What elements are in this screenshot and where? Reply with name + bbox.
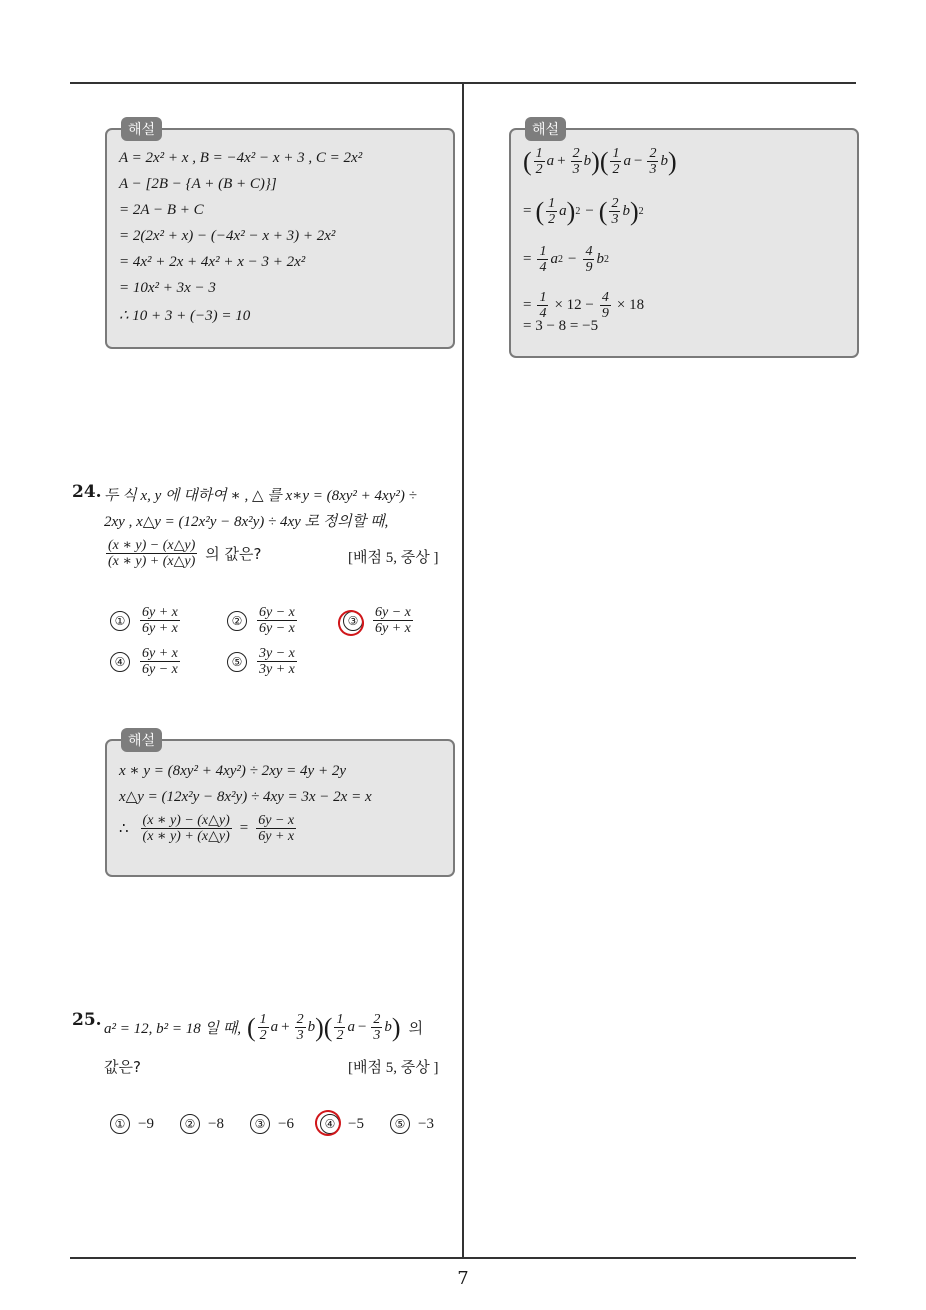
fraction-denominator: 4 xyxy=(539,260,547,276)
solution-tag: 해설 xyxy=(121,117,162,141)
question-number: 24. xyxy=(72,482,102,502)
fraction-denominator: (x ∗ y) + (x△y) xyxy=(142,829,230,845)
choice-marker: ② xyxy=(227,611,247,631)
choice-marker: ① xyxy=(110,1114,130,1134)
solution-box-23 xyxy=(105,122,455,349)
fraction-denominator: 9 xyxy=(585,260,593,276)
variable-b: b xyxy=(384,1019,392,1036)
fraction-numerator: (x ∗ y) − (x△y) xyxy=(142,813,230,828)
answer-circle-mark xyxy=(312,1107,344,1139)
choice-value: −3 xyxy=(418,1115,434,1132)
fraction-numerator: 6y − x xyxy=(259,605,295,620)
variable-b: b xyxy=(622,203,630,220)
choice-2[interactable] xyxy=(227,605,299,637)
fraction-numerator: 1 xyxy=(539,244,547,259)
column-divider xyxy=(462,84,464,1258)
choice-marker: ② xyxy=(180,1114,200,1134)
fraction-numerator: 6y + x xyxy=(142,646,178,661)
choice-value: −9 xyxy=(138,1115,154,1132)
fraction-denominator: 6y − x xyxy=(142,662,178,678)
fraction-denominator: 2 xyxy=(548,212,556,228)
choice-2[interactable] xyxy=(180,1114,224,1134)
score-label: [배점 5, 중상 ] xyxy=(348,1060,439,1076)
fraction-denominator: 2 xyxy=(259,1028,267,1044)
fraction-numerator: 1 xyxy=(259,1012,267,1027)
choice-marker: ① xyxy=(110,611,130,631)
question-ask: 의 값은? xyxy=(205,545,262,564)
fraction-denominator: 3 xyxy=(572,162,580,178)
fraction-numerator: 6y + x xyxy=(142,605,178,620)
fraction-denominator: 4 xyxy=(539,306,547,322)
variable-a: a xyxy=(546,153,555,170)
fraction-denominator: 2 xyxy=(336,1028,344,1044)
variable-a: a xyxy=(559,203,567,220)
fraction-denominator: 2 xyxy=(535,162,543,178)
equals-sign: = xyxy=(239,820,249,837)
fraction-denominator: 3 xyxy=(649,162,657,178)
question-text-pre: a² = 12, b² = 18 일 때, xyxy=(104,1021,241,1038)
fraction-denominator: 2 xyxy=(612,162,620,178)
question-number: 25. xyxy=(72,1010,102,1030)
expression-fraction xyxy=(106,538,197,570)
variable-a: a xyxy=(347,1019,355,1036)
times-eighteen: × 18 xyxy=(616,297,645,314)
fraction-numerator: 1 xyxy=(539,290,547,305)
solution-tag: 해설 xyxy=(525,117,566,141)
choice-4[interactable] xyxy=(110,646,182,678)
question-text: 2xy , x△y = (12x²y − 8x²y) ÷ 4xy 로 정의할 때, xyxy=(104,514,389,530)
score-label: [배점 5, 중상 ] xyxy=(348,550,439,566)
variable-a: a xyxy=(623,153,631,170)
variable-a: a xyxy=(270,1019,279,1036)
fraction-numerator: 6y − x xyxy=(375,605,411,620)
question-expression xyxy=(104,538,261,570)
solution-line: = 3 − 8 = −5 xyxy=(523,318,599,334)
solution-line: = 4x² + 2x + 4x² + x − 3 + 2x² xyxy=(119,254,306,270)
solution-line: A = 2x² + x , B = −4x² − x + 3 , C = 2x² xyxy=(119,150,363,166)
fraction-numerator: 3y − x xyxy=(259,646,295,661)
choice-value: −6 xyxy=(278,1115,294,1132)
choice-marker: ⑤ xyxy=(227,652,247,672)
fraction-denominator: 9 xyxy=(601,306,609,322)
fraction-denominator: 3 xyxy=(611,212,619,228)
question-text-post: 의 xyxy=(408,1019,424,1038)
fraction-denominator: 6y + x xyxy=(375,621,411,637)
solution-box-24 xyxy=(105,733,455,877)
choice-5[interactable] xyxy=(227,646,299,678)
fraction-numerator: 4 xyxy=(585,244,593,259)
fraction-numerator: 1 xyxy=(535,146,543,161)
solution-line: = $\frac{1}{4}$ a 2 − $\frac{4}{9}$ b 2 xyxy=(523,244,609,276)
fraction-numerator: 1 xyxy=(336,1012,344,1027)
fraction-denominator: 6y + x xyxy=(142,621,178,637)
choice-marker: ③ xyxy=(343,611,363,631)
solution-tag: 해설 xyxy=(121,728,162,752)
question-text: 값은? xyxy=(104,1058,141,1076)
fraction-numerator: 2 xyxy=(373,1012,381,1027)
choice-marker: ③ xyxy=(250,1114,270,1134)
fraction-denominator: 6y − x xyxy=(259,621,295,637)
therefore-symbol: ∴ xyxy=(119,821,129,838)
fraction-numerator: 2 xyxy=(611,196,619,211)
solution-line: x ∗ y = (8xy² + 4xy²) ÷ 2xy = 4y + 2y xyxy=(119,763,346,779)
solution-line: ( $\frac{1}{2}$ a + $\frac{2}{3}$ b ) ( $\frac{1}{2}$ a − $\frac{2}{3}$ b ) xyxy=(523,146,677,178)
variable-b: b xyxy=(583,153,592,170)
fraction-denominator: 3 xyxy=(373,1028,381,1044)
solution-line: A − [2B − {A + (B + C)}] xyxy=(119,176,277,192)
question-text: a² = 12, b² = 18 일 때, ( $\frac{1}{2}$ a + $\frac{2}{3}$ b ) ( $\frac{1}{2}$ a − $\frac{2}{3}$ b ) 의 xyxy=(104,1012,424,1044)
solution-line: x△y = (12x²y − 8x²y) ÷ 4xy = 3x − 2x = x xyxy=(119,789,372,805)
choice-1[interactable] xyxy=(110,605,182,637)
times-twelve: × 12 − xyxy=(554,297,594,314)
fraction-denominator: 3 xyxy=(296,1028,304,1044)
choice-value: −5 xyxy=(348,1115,364,1132)
fraction-numerator: 6y − x xyxy=(258,813,295,828)
choice-5[interactable] xyxy=(390,1114,434,1134)
fraction-numerator: 1 xyxy=(548,196,556,211)
fraction-denominator: 6y + x xyxy=(258,829,295,845)
fraction-numerator: 2 xyxy=(649,146,657,161)
fraction-numerator: 2 xyxy=(572,146,580,161)
choice-marker: ④ xyxy=(110,652,130,672)
fraction-denominator: 3y + x xyxy=(259,662,295,678)
variable-b: b xyxy=(660,153,668,170)
solution-line: = 2(2x² + x) − (−4x² − x + 3) + 2x² xyxy=(119,228,336,244)
solution-line: = 10x² + 3x − 3 xyxy=(119,280,216,296)
fraction-denominator: (x ∗ y) + (x△y) xyxy=(108,554,196,570)
fraction-numerator: 4 xyxy=(601,290,609,305)
question-text: 두 식 x, y 에 대하여 ∗ , △ 를 x∗y = (8xy² + 4xy²) ÷ xyxy=(104,488,417,504)
fraction-numerator: (x ∗ y) − (x△y) xyxy=(108,538,196,553)
variable-b: b xyxy=(596,251,604,268)
choice-value: −8 xyxy=(208,1115,224,1132)
variable-b: b xyxy=(307,1019,316,1036)
fraction-numerator: 1 xyxy=(612,146,620,161)
solution-box-25 xyxy=(509,122,859,358)
fraction-numerator: 2 xyxy=(296,1012,304,1027)
solution-line: = ( $\frac{1}{2}$ a ) 2 − ( $\frac{2}{3}$ b ) 2 xyxy=(523,196,644,228)
variable-a: a xyxy=(550,251,558,268)
choice-3[interactable] xyxy=(250,1114,294,1134)
choice-marker: ⑤ xyxy=(390,1114,410,1134)
choice-marker: ④ xyxy=(320,1114,340,1134)
solution-line: ∴ 10 + 3 + (−3) = 10 xyxy=(119,308,251,324)
solution-line: = $\frac{1}{4}$ × 12 − $\frac{4}{9}$ × 18 xyxy=(523,290,645,322)
footer-rule xyxy=(70,1257,856,1259)
solution-line xyxy=(119,813,298,845)
solution-line: = 2A − B + C xyxy=(119,202,204,218)
page-number: 7 xyxy=(457,1268,469,1289)
choice-1[interactable] xyxy=(110,1114,154,1134)
